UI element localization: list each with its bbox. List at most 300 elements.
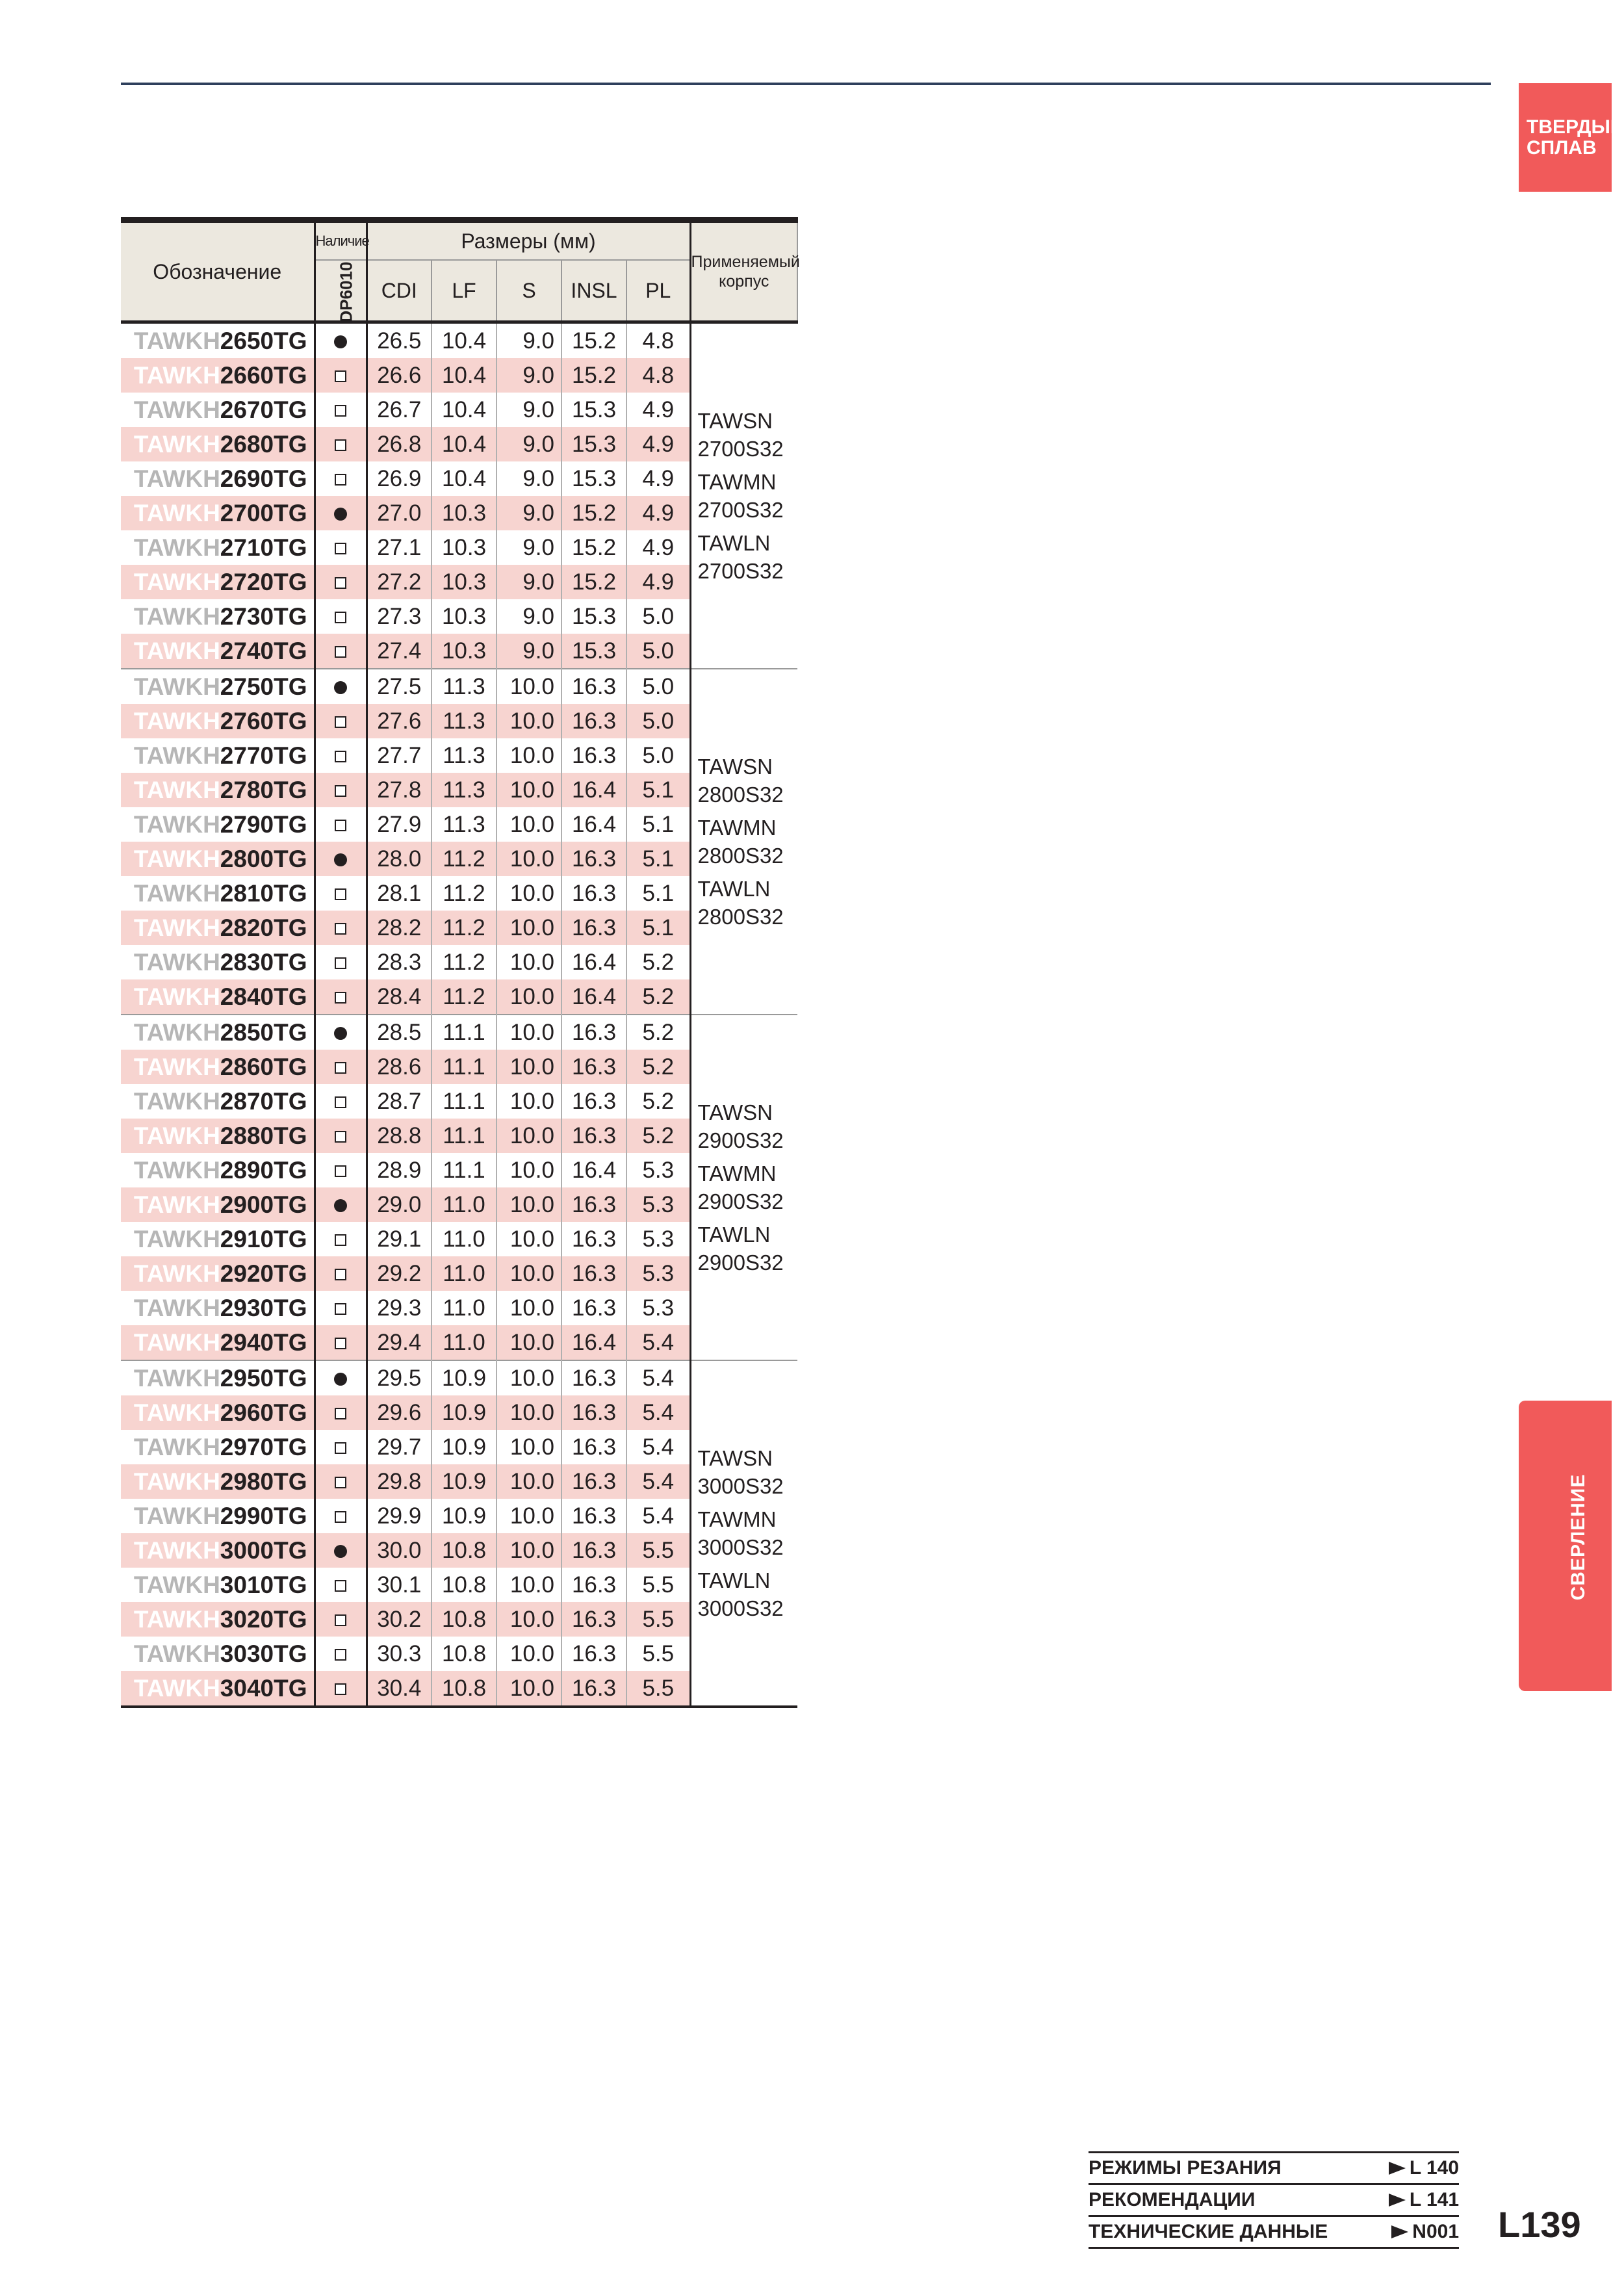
pl-cell: 5.2 xyxy=(626,1119,690,1153)
cdi-cell: 27.6 xyxy=(367,704,432,738)
designation-number: 2860TG xyxy=(220,1053,307,1080)
s-cell: 10.0 xyxy=(496,1499,561,1533)
designation-cell xyxy=(121,1153,315,1187)
in-stock-dot-icon xyxy=(334,1199,347,1212)
body-code: TAWMN 2700S32 xyxy=(697,470,784,522)
designation-prefix: TAWKH xyxy=(133,637,220,664)
designation-number: 2830TG xyxy=(220,948,307,976)
s-cell: 10.0 xyxy=(496,876,561,911)
insl-cell: 16.3 xyxy=(561,1602,626,1637)
s-cell: 10.0 xyxy=(496,807,561,842)
designation-number: 3040TG xyxy=(220,1674,307,1702)
availability-cell xyxy=(315,322,367,359)
lf-cell: 10.3 xyxy=(432,634,496,669)
cdi-cell: 27.9 xyxy=(367,807,432,842)
availability-cell xyxy=(315,945,367,979)
cdi-cell: 29.2 xyxy=(367,1256,432,1291)
designation-number: 2720TG xyxy=(220,568,307,595)
designation-prefix: TAWKH xyxy=(133,1294,220,1321)
s-cell: 10.0 xyxy=(496,1637,561,1671)
lf-cell: 10.9 xyxy=(432,1395,496,1430)
pl-cell: 5.0 xyxy=(626,704,690,738)
insl-cell: 16.4 xyxy=(561,979,626,1015)
designation-number: 2790TG xyxy=(220,810,307,838)
pl-cell: 5.3 xyxy=(626,1256,690,1291)
cdi-cell: 28.0 xyxy=(367,842,432,876)
designation-number: 2900TG xyxy=(220,1191,307,1218)
designation-number: 2940TG xyxy=(220,1328,307,1356)
designation-cell xyxy=(121,322,315,359)
cdi-cell: 28.3 xyxy=(367,945,432,979)
designation-prefix: TAWKH xyxy=(133,983,220,1010)
availability-cell xyxy=(315,1568,367,1602)
in-stock-dot-icon xyxy=(334,1373,347,1386)
insl-cell: 16.3 xyxy=(561,1119,626,1153)
s-cell: 10.0 xyxy=(496,1430,561,1464)
pl-cell: 5.5 xyxy=(626,1637,690,1671)
pl-cell: 5.1 xyxy=(626,807,690,842)
applicable-body-cell xyxy=(690,669,797,1015)
insl-cell: 16.3 xyxy=(561,1291,626,1325)
body-code: TAWMN 2900S32 xyxy=(697,1161,784,1213)
s-cell: 10.0 xyxy=(496,1084,561,1119)
cdi-cell: 29.6 xyxy=(367,1395,432,1430)
in-stock-dot-icon xyxy=(334,508,347,521)
lf-cell: 10.8 xyxy=(432,1602,496,1637)
designation-cell xyxy=(121,1499,315,1533)
designation-cell xyxy=(121,773,315,807)
s-cell: 10.0 xyxy=(496,1222,561,1256)
insl-cell: 16.4 xyxy=(561,773,626,807)
insl-cell: 16.3 xyxy=(561,1084,626,1119)
cdi-cell: 28.7 xyxy=(367,1084,432,1119)
lf-cell: 11.3 xyxy=(432,738,496,773)
header-designation: Обозначение xyxy=(121,220,315,322)
s-cell: 10.0 xyxy=(496,1395,561,1430)
table-row xyxy=(121,669,797,704)
cdi-cell: 29.9 xyxy=(367,1499,432,1533)
designation-prefix: TAWKH xyxy=(133,948,220,976)
designation-number: 3000TG xyxy=(220,1536,307,1564)
designation-number: 2690TG xyxy=(220,465,307,492)
designation-prefix: TAWKH xyxy=(133,499,220,526)
cdi-cell: 27.5 xyxy=(367,669,432,704)
footer-links xyxy=(1089,2151,1459,2249)
insl-cell: 16.3 xyxy=(561,704,626,738)
designation-cell xyxy=(121,1325,315,1360)
cdi-cell: 27.8 xyxy=(367,773,432,807)
insl-cell: 16.3 xyxy=(561,1050,626,1084)
availability-cell xyxy=(315,1153,367,1187)
on-request-square-icon xyxy=(335,888,346,900)
insl-cell: 16.3 xyxy=(561,1222,626,1256)
section-tab-carbide[interactable]: ТВЕРДЫЙ СПЛАВ xyxy=(1519,83,1612,192)
availability-cell xyxy=(315,1671,367,1707)
body-code: TAWLN 2700S32 xyxy=(697,531,784,583)
pl-cell: 5.3 xyxy=(626,1187,690,1222)
designation-cell xyxy=(121,738,315,773)
lf-cell: 10.3 xyxy=(432,599,496,634)
cdi-cell: 29.8 xyxy=(367,1464,432,1499)
header-dimensions: Размеры (мм) xyxy=(367,220,690,261)
designation-number: 2820TG xyxy=(220,914,307,941)
designation-number: 2660TG xyxy=(220,361,307,389)
arrow-right-icon xyxy=(1391,2225,1408,2238)
designation-prefix: TAWKH xyxy=(133,1122,220,1149)
lf-cell: 10.3 xyxy=(432,565,496,599)
designation-number: 2920TG xyxy=(220,1260,307,1287)
designation-prefix: TAWKH xyxy=(133,1156,220,1184)
insl-cell: 16.4 xyxy=(561,1153,626,1187)
designation-cell xyxy=(121,945,315,979)
availability-cell xyxy=(315,1119,367,1153)
on-request-square-icon xyxy=(335,612,346,623)
insl-cell: 16.3 xyxy=(561,1637,626,1671)
insl-cell: 16.4 xyxy=(561,807,626,842)
insl-cell: 15.3 xyxy=(561,461,626,496)
lf-cell: 10.4 xyxy=(432,427,496,461)
applicable-body-cell xyxy=(690,1360,797,1707)
designation-prefix: TAWKH xyxy=(133,914,220,941)
cdi-cell: 26.9 xyxy=(367,461,432,496)
lf-cell: 11.3 xyxy=(432,773,496,807)
header-availability: Наличие xyxy=(315,220,367,261)
on-request-square-icon xyxy=(335,577,346,589)
availability-cell xyxy=(315,738,367,773)
designation-prefix: TAWKH xyxy=(133,707,220,734)
availability-cell xyxy=(315,634,367,669)
s-cell: 9.0 xyxy=(496,393,561,427)
designation-number: 2870TG xyxy=(220,1087,307,1115)
designation-cell xyxy=(121,1464,315,1499)
cdi-cell: 27.7 xyxy=(367,738,432,773)
availability-cell xyxy=(315,807,367,842)
pl-cell: 5.0 xyxy=(626,599,690,634)
insl-cell: 15.3 xyxy=(561,427,626,461)
designation-cell xyxy=(121,565,315,599)
pl-cell: 5.2 xyxy=(626,945,690,979)
insl-cell: 15.2 xyxy=(561,358,626,393)
designation-cell xyxy=(121,807,315,842)
designation-number: 2670TG xyxy=(220,396,307,423)
insl-cell: 16.3 xyxy=(561,1256,626,1291)
designation-cell xyxy=(121,496,315,530)
s-cell: 9.0 xyxy=(496,565,561,599)
pl-cell: 5.4 xyxy=(626,1395,690,1430)
cdi-cell: 28.1 xyxy=(367,876,432,911)
designation-number: 2880TG xyxy=(220,1122,307,1149)
body-code: TAWSN 2700S32 xyxy=(697,409,784,461)
header-body: Применяемый корпус xyxy=(690,220,797,322)
on-request-square-icon xyxy=(335,1614,346,1626)
designation-cell xyxy=(121,1637,315,1671)
s-cell: 10.0 xyxy=(496,1360,561,1395)
header-s: S xyxy=(496,260,561,322)
on-request-square-icon xyxy=(335,1096,346,1108)
designation-cell xyxy=(121,1533,315,1568)
on-request-square-icon xyxy=(335,1511,346,1523)
designation-prefix: TAWKH xyxy=(133,534,220,561)
lf-cell: 10.9 xyxy=(432,1430,496,1464)
availability-cell xyxy=(315,1395,367,1430)
designation-prefix: TAWKH xyxy=(133,1364,220,1392)
designation-number: 2930TG xyxy=(220,1294,307,1321)
lf-cell: 10.9 xyxy=(432,1360,496,1395)
body-code: TAWMN 2800S32 xyxy=(697,816,784,868)
availability-cell xyxy=(315,1464,367,1499)
availability-cell xyxy=(315,842,367,876)
link-cutting-modes[interactable]: РЕЖИМЫ РЕЗАНИЯ L 140 xyxy=(1089,2151,1459,2183)
body-code: TAWLN 2900S32 xyxy=(697,1223,784,1275)
designation-prefix: TAWKH xyxy=(133,1225,220,1252)
section-tab-drilling[interactable] xyxy=(1519,1401,1612,1691)
arrow-right-icon xyxy=(1389,2194,1406,2207)
designation-cell xyxy=(121,1119,315,1153)
pl-cell: 5.4 xyxy=(626,1499,690,1533)
pl-cell: 5.2 xyxy=(626,979,690,1015)
designation-prefix: TAWKH xyxy=(133,465,220,492)
body-code: TAWSN 2800S32 xyxy=(697,755,784,807)
cdi-cell: 28.8 xyxy=(367,1119,432,1153)
pl-cell: 5.4 xyxy=(626,1325,690,1360)
designation-cell xyxy=(121,1222,315,1256)
pl-cell: 4.9 xyxy=(626,565,690,599)
cdi-cell: 29.5 xyxy=(367,1360,432,1395)
pl-cell: 5.4 xyxy=(626,1360,690,1395)
s-cell: 10.0 xyxy=(496,1602,561,1637)
designation-cell xyxy=(121,669,315,704)
insl-cell: 16.3 xyxy=(561,1568,626,1602)
availability-cell xyxy=(315,1015,367,1050)
designation-cell xyxy=(121,1568,315,1602)
availability-cell xyxy=(315,565,367,599)
insl-cell: 16.3 xyxy=(561,876,626,911)
on-request-square-icon xyxy=(335,1303,346,1315)
designation-cell xyxy=(121,1430,315,1464)
s-cell: 9.0 xyxy=(496,634,561,669)
designation-number: 2910TG xyxy=(220,1225,307,1252)
designation-cell xyxy=(121,979,315,1015)
s-cell: 10.0 xyxy=(496,1464,561,1499)
pl-cell: 5.3 xyxy=(626,1291,690,1325)
availability-cell xyxy=(315,704,367,738)
designation-number: 2960TG xyxy=(220,1399,307,1426)
designation-prefix: TAWKH xyxy=(133,776,220,803)
s-cell: 9.0 xyxy=(496,599,561,634)
designation-cell xyxy=(121,1256,315,1291)
availability-cell xyxy=(315,669,367,704)
lf-cell: 11.1 xyxy=(432,1119,496,1153)
designation-prefix: TAWKH xyxy=(133,742,220,769)
cdi-cell: 29.3 xyxy=(367,1291,432,1325)
pl-cell: 5.2 xyxy=(626,1084,690,1119)
availability-cell xyxy=(315,393,367,427)
lf-cell: 11.0 xyxy=(432,1325,496,1360)
page-number: L139 xyxy=(1498,2204,1581,2245)
pl-cell: 4.9 xyxy=(626,496,690,530)
body-code: TAWLN 2800S32 xyxy=(697,877,784,929)
designation-number: 2740TG xyxy=(220,637,307,664)
body-code: TAWLN 3000S32 xyxy=(697,1568,784,1620)
designation-cell xyxy=(121,1291,315,1325)
s-cell: 10.0 xyxy=(496,911,561,945)
designation-prefix: TAWKH xyxy=(133,1018,220,1046)
insl-cell: 16.3 xyxy=(561,1430,626,1464)
availability-cell xyxy=(315,1325,367,1360)
availability-cell xyxy=(315,1050,367,1084)
availability-cell xyxy=(315,979,367,1015)
cdi-cell: 26.6 xyxy=(367,358,432,393)
availability-cell xyxy=(315,1291,367,1325)
s-cell: 10.0 xyxy=(496,738,561,773)
cdi-cell: 30.0 xyxy=(367,1533,432,1568)
availability-cell xyxy=(315,599,367,634)
cdi-cell: 26.5 xyxy=(367,322,432,359)
insl-cell: 15.3 xyxy=(561,634,626,669)
pl-cell: 5.1 xyxy=(626,773,690,807)
designation-number: 2800TG xyxy=(220,845,307,872)
availability-cell xyxy=(315,1533,367,1568)
s-cell: 10.0 xyxy=(496,842,561,876)
s-cell: 10.0 xyxy=(496,669,561,704)
availability-cell xyxy=(315,530,367,565)
s-cell: 10.0 xyxy=(496,945,561,979)
insl-cell: 16.3 xyxy=(561,842,626,876)
designation-cell xyxy=(121,1187,315,1222)
in-stock-dot-icon xyxy=(334,853,347,866)
lf-cell: 11.1 xyxy=(432,1084,496,1119)
link-technical-data[interactable]: ТЕХНИЧЕСКИЕ ДАННЫЕ N001 xyxy=(1089,2215,1459,2249)
on-request-square-icon xyxy=(335,1269,346,1280)
designation-number: 2770TG xyxy=(220,742,307,769)
s-cell: 10.0 xyxy=(496,1015,561,1050)
cdi-cell: 29.0 xyxy=(367,1187,432,1222)
header-pl: PL xyxy=(626,260,690,322)
lf-cell: 11.1 xyxy=(432,1153,496,1187)
designation-prefix: TAWKH xyxy=(133,1502,220,1529)
designation-number: 2780TG xyxy=(220,776,307,803)
designation-prefix: TAWKH xyxy=(133,1605,220,1633)
pl-cell: 4.9 xyxy=(626,530,690,565)
insl-cell: 16.4 xyxy=(561,1325,626,1360)
availability-cell xyxy=(315,1084,367,1119)
on-request-square-icon xyxy=(335,1131,346,1143)
designation-cell xyxy=(121,1602,315,1637)
availability-cell xyxy=(315,1499,367,1533)
lf-cell: 11.1 xyxy=(432,1050,496,1084)
designation-number: 2850TG xyxy=(220,1018,307,1046)
insl-cell: 16.3 xyxy=(561,1671,626,1707)
designation-prefix: TAWKH xyxy=(133,1328,220,1356)
designation-number: 3030TG xyxy=(220,1640,307,1667)
link-recommendations[interactable]: РЕКОМЕНДАЦИИ L 141 xyxy=(1089,2183,1459,2215)
cdi-cell: 27.4 xyxy=(367,634,432,669)
insl-cell: 16.3 xyxy=(561,1499,626,1533)
pl-cell: 5.5 xyxy=(626,1568,690,1602)
lf-cell: 11.3 xyxy=(432,807,496,842)
designation-prefix: TAWKH xyxy=(133,1191,220,1218)
pl-cell: 4.8 xyxy=(626,358,690,393)
lf-cell: 11.3 xyxy=(432,669,496,704)
designation-cell xyxy=(121,704,315,738)
availability-cell xyxy=(315,876,367,911)
designation-prefix: TAWKH xyxy=(133,1399,220,1426)
inserts-table-body xyxy=(121,322,797,1707)
cdi-cell: 30.3 xyxy=(367,1637,432,1671)
s-cell: 9.0 xyxy=(496,427,561,461)
pl-cell: 5.0 xyxy=(626,634,690,669)
designation-prefix: TAWKH xyxy=(133,810,220,838)
cdi-cell: 29.1 xyxy=(367,1222,432,1256)
pl-cell: 5.1 xyxy=(626,876,690,911)
designation-prefix: TAWKH xyxy=(133,396,220,423)
designation-cell xyxy=(121,1360,315,1395)
designation-cell xyxy=(121,358,315,393)
insl-cell: 16.3 xyxy=(561,738,626,773)
s-cell: 10.0 xyxy=(496,1325,561,1360)
availability-cell xyxy=(315,461,367,496)
lf-cell: 10.9 xyxy=(432,1464,496,1499)
cdi-cell: 28.2 xyxy=(367,911,432,945)
availability-cell xyxy=(315,1430,367,1464)
designation-cell xyxy=(121,427,315,461)
pl-cell: 5.2 xyxy=(626,1015,690,1050)
cdi-cell: 28.4 xyxy=(367,979,432,1015)
lf-cell: 11.2 xyxy=(432,979,496,1015)
designation-cell xyxy=(121,634,315,669)
designation-prefix: TAWKH xyxy=(133,361,220,389)
lf-cell: 11.0 xyxy=(432,1222,496,1256)
insl-cell: 15.2 xyxy=(561,496,626,530)
s-cell: 10.0 xyxy=(496,1533,561,1568)
designation-cell xyxy=(121,1050,315,1084)
designation-prefix: TAWKH xyxy=(133,673,220,700)
cdi-cell: 27.0 xyxy=(367,496,432,530)
pl-cell: 4.9 xyxy=(626,461,690,496)
cdi-cell: 29.4 xyxy=(367,1325,432,1360)
lf-cell: 11.3 xyxy=(432,704,496,738)
lf-cell: 10.8 xyxy=(432,1533,496,1568)
pl-cell: 5.0 xyxy=(626,669,690,704)
insl-cell: 16.3 xyxy=(561,911,626,945)
designation-cell xyxy=(121,1084,315,1119)
applicable-body-cell xyxy=(690,1015,797,1360)
pl-cell: 5.5 xyxy=(626,1533,690,1568)
pl-cell: 4.9 xyxy=(626,427,690,461)
availability-cell xyxy=(315,1360,367,1395)
designation-cell xyxy=(121,1015,315,1050)
on-request-square-icon xyxy=(335,957,346,969)
inserts-table xyxy=(121,217,798,1708)
designation-number: 2750TG xyxy=(220,673,307,700)
designation-prefix: TAWKH xyxy=(133,1260,220,1287)
on-request-square-icon xyxy=(335,1442,346,1454)
availability-cell xyxy=(315,1187,367,1222)
on-request-square-icon xyxy=(335,923,346,935)
cdi-cell: 28.9 xyxy=(367,1153,432,1187)
pl-cell: 5.1 xyxy=(626,911,690,945)
s-cell: 10.0 xyxy=(496,979,561,1015)
insl-cell: 15.2 xyxy=(561,322,626,359)
on-request-square-icon xyxy=(335,1408,346,1419)
designation-prefix: TAWKH xyxy=(133,1536,220,1564)
on-request-square-icon xyxy=(335,716,346,728)
lf-cell: 10.4 xyxy=(432,322,496,359)
on-request-square-icon xyxy=(335,820,346,831)
designation-number: 2650TG xyxy=(220,327,307,354)
pl-cell: 5.3 xyxy=(626,1153,690,1187)
section-tab-drilling-label: СВЕРЛЕНИЕ xyxy=(1567,1473,1589,1601)
